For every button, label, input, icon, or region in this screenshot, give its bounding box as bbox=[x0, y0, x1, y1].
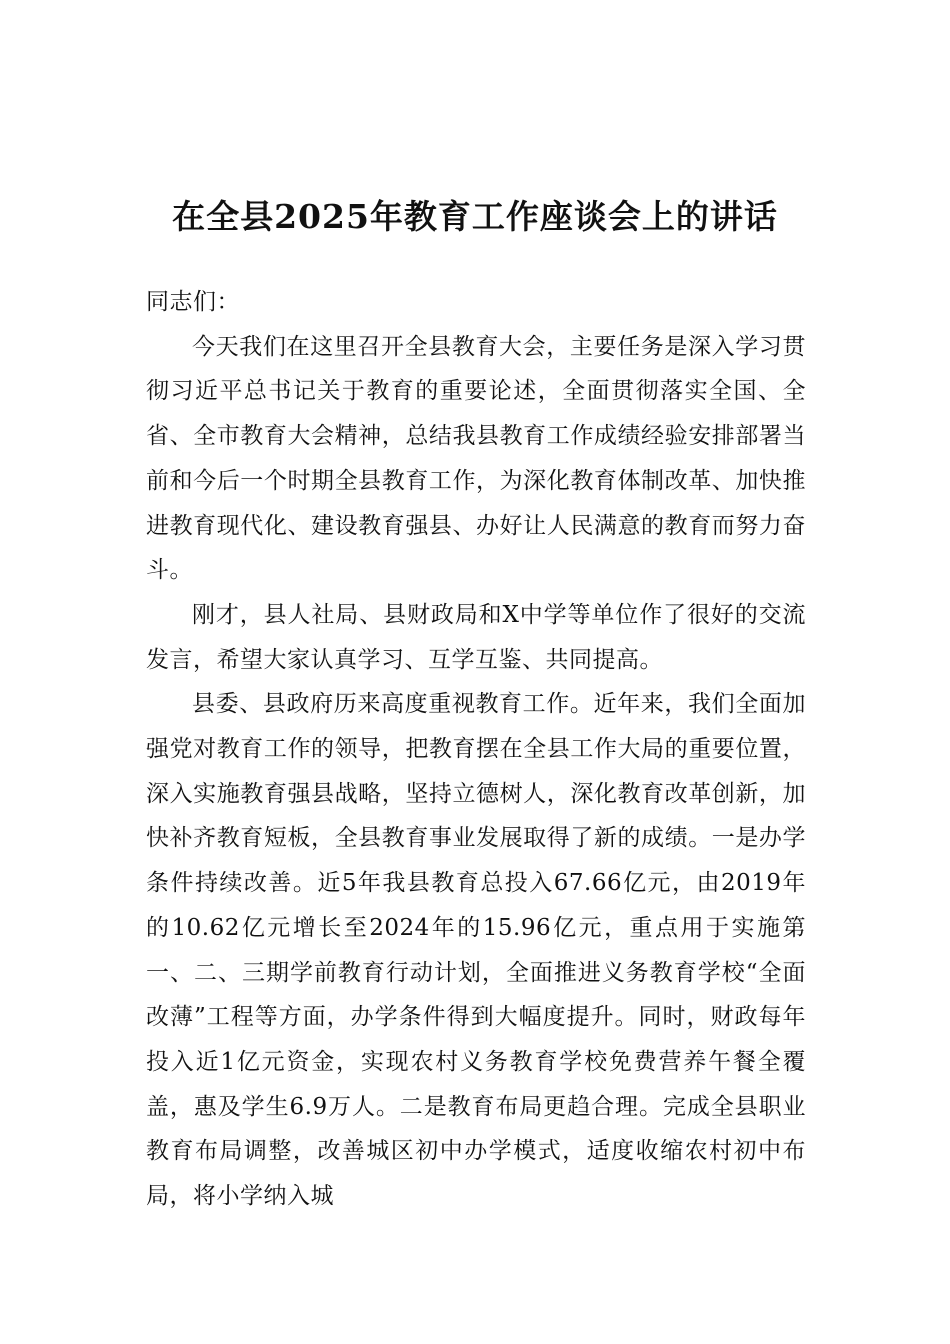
paragraph-achievements: 县委、县政府历来高度重视教育工作。近年来，我们全面加强党对教育工作的领导，把教育摆在全县工作大局的重要位置，深入实施教育强县战略，坚持立德树人，深化教育改革创新，加快补齐教育短板，全县教育事业发展取得了新的成绩。一是办学条件持续改善。近5年我县教育总投入67.66亿元，由2019年的10.62亿元增长至2024年的15.96亿元，重点用于实施第一、二、三期学前教育行动计划，全面推进义务教育学校“全面改薄”工程等方面，办学条件得到大幅度提升。同时，财政每年投入近1亿元资金，实现农村义务教育学校免费营养午餐全覆盖，惠及学生6.9万人。二是教育布局更趋合理。完成全县职业教育布局调整，改善城区初中办学模式，适度收缩农村初中布局，将小学纳入城 bbox=[146, 691, 806, 1210]
salutation: 同志们： bbox=[146, 289, 240, 315]
document-body bbox=[146, 280, 806, 1219]
paragraph-opening: 今天我们在这里召开全县教育大会，主要任务是深入学习贯彻习近平总书记关于教育的重要论述，全面贯彻落实全国、全省、全市教育大会精神，总结我县教育工作成绩经验安排部署当前和今后一个时期全县教育工作，为深化教育体制改革、加快推进教育现代化、建设教育强县、办好让人民满意的教育而努力奋斗。 bbox=[146, 333, 806, 584]
paragraph-exchange: 刚才，县人社局、县财政局和X中学等单位作了很好的交流发言，希望大家认真学习、互学互鉴、共同提高。 bbox=[146, 601, 806, 673]
document-title: 在全县2025年教育工作座谈会上的讲话 bbox=[172, 197, 778, 237]
